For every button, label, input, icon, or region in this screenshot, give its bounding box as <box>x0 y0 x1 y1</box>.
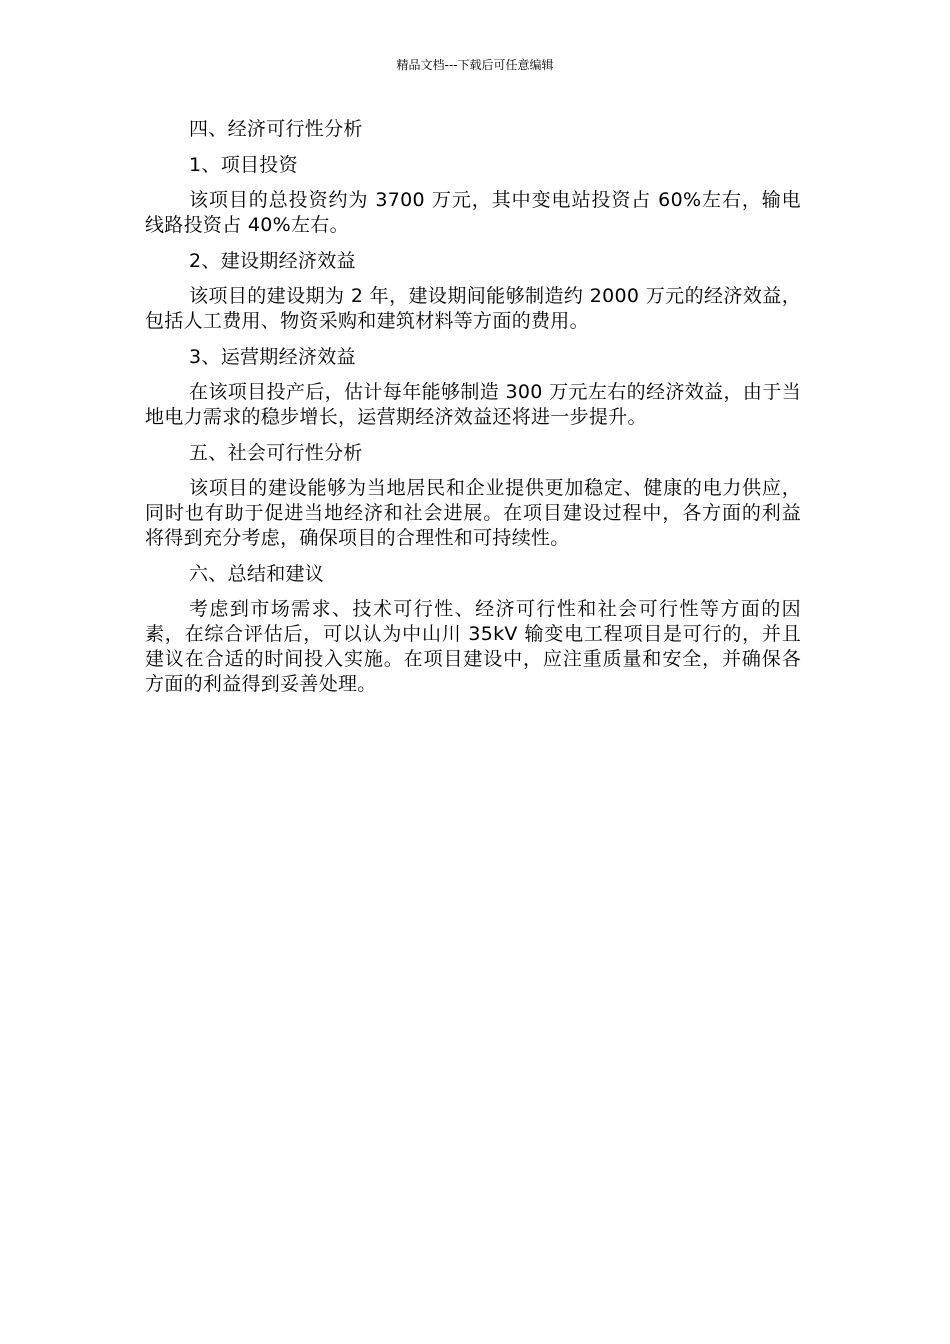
section-heading-conclusion: 六、总结和建议 <box>189 563 325 585</box>
subheading-project-investment: 1、项目投资 <box>189 154 298 176</box>
paragraph-operation-benefit: 在该项目投产后，估计每年能够制造 300 万元左右的经济效益，由于当地电力需求的稳步增长，运营期经济效益还将进一步提升。 <box>145 381 801 428</box>
subheading-construction-benefit: 2、建设期经济效益 <box>189 250 356 272</box>
section-heading-social-feasibility: 五、社会可行性分析 <box>189 442 363 464</box>
document-body <box>145 116 801 707</box>
paragraph-construction-benefit: 该项目的建设期为 2 年，建设期间能够制造约 2000 万元的经济效益，包括人工费用、物资采购和建筑材料等方面的费用。 <box>145 285 801 332</box>
section-heading-economic-feasibility: 四、经济可行性分析 <box>189 118 363 140</box>
paragraph-investment: 该项目的总投资约为 3700 万元，其中变电站投资占 60%左右，输电线路投资占 40%左右。 <box>145 189 801 236</box>
subheading-operation-benefit: 3、运营期经济效益 <box>189 346 356 368</box>
paragraph-social-feasibility: 该项目的建设能够为当地居民和企业提供更加稳定、健康的电力供应，同时也有助于促进当地经济和社会进展。在项目建设过程中，各方面的利益将得到充分考虑，确保项目的合理性和可持续性。 <box>145 477 801 549</box>
paragraph-conclusion: 考虑到市场需求、技术可行性、经济可行性和社会可行性等方面的因素，在综合评估后，可以认为中山川 35kV 输变电工程项目是可行的，并且建议在合适的时间投入实施。在项目建设中，应注重质量和安全，并确保各方面的利益得到妥善处理。 <box>145 598 801 695</box>
page-header: 精品文档---下载后可任意编辑 <box>396 58 554 72</box>
